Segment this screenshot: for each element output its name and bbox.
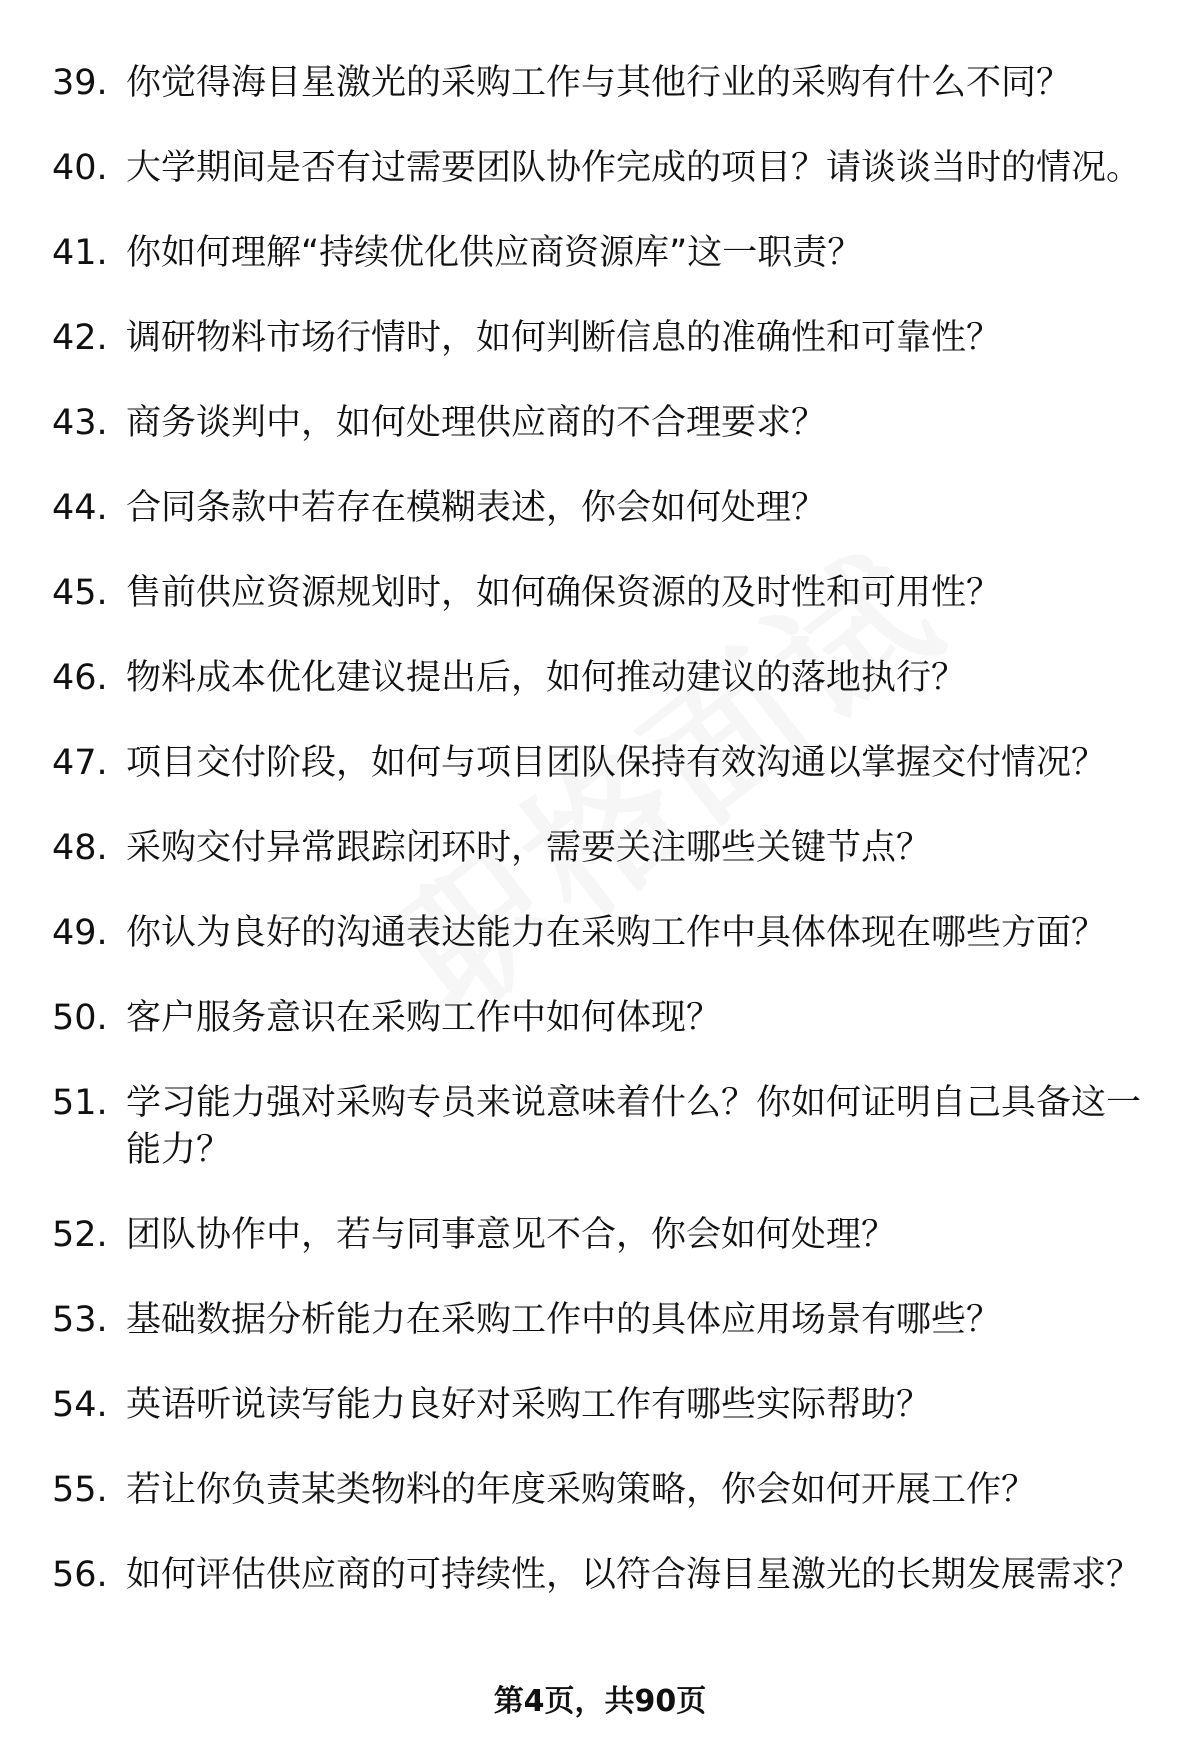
question-number: 40. (52, 148, 108, 188)
list-item (52, 60, 1152, 107)
question-number: 39. (52, 63, 108, 103)
question-text: 合同条款中若存在模糊表述，你会如何处理？ (126, 488, 827, 528)
question-number: 50. (52, 998, 108, 1038)
list-item (52, 825, 1152, 872)
question-text: 英语听说读写能力良好对采购工作有哪些实际帮助？ (126, 1385, 932, 1425)
question-text: 基础数据分析能力在采购工作中的具体应用场景有哪些？ (126, 1300, 1002, 1340)
list-item (52, 315, 1152, 362)
list-item (52, 1467, 1152, 1514)
question-list (52, 60, 1152, 1637)
question-text: 大学期间是否有过需要团队协作完成的项目？请谈谈当时的情况。 (126, 148, 1142, 188)
list-item (52, 1552, 1152, 1599)
question-number: 52. (52, 1215, 108, 1255)
question-number: 49. (52, 913, 108, 953)
question-number: 45. (52, 573, 108, 613)
question-text: 如何评估供应商的可持续性，以符合海目星激光的长期发展需求？ (126, 1555, 1142, 1595)
question-text: 项目交付阶段，如何与项目团队保持有效沟通以掌握交付情况？ (126, 743, 1107, 783)
question-number: 43. (52, 403, 108, 443)
question-number: 53. (52, 1300, 108, 1340)
list-item (52, 1212, 1152, 1259)
list-item (52, 485, 1152, 532)
list-item (52, 145, 1152, 192)
list-item (52, 570, 1152, 617)
question-text: 若让你负责某类物料的年度采购策略，你会如何开展工作？ (126, 1470, 1037, 1510)
list-item (52, 995, 1152, 1042)
question-text: 售前供应资源规划时，如何确保资源的及时性和可用性？ (126, 573, 1002, 613)
question-text: 物料成本优化建议提出后，如何推动建议的落地执行？ (126, 658, 967, 698)
page-footer: 第4页，共90页 (493, 1684, 707, 1719)
question-text: 客户服务意识在采购工作中如何体现？ (126, 998, 722, 1038)
question-number: 47. (52, 743, 108, 783)
list-item (52, 230, 1152, 277)
question-text: 商务谈判中，如何处理供应商的不合理要求？ (126, 403, 827, 443)
question-text: 调研物料市场行情时，如何判断信息的准确性和可靠性？ (126, 318, 1002, 358)
list-item (52, 740, 1152, 787)
question-text: 团队协作中，若与同事意见不合，你会如何处理？ (126, 1215, 897, 1255)
question-text: 学习能力强对采购专员来说意味着什么？你如何证明自己具备这一能力？ (126, 1083, 1142, 1170)
question-number: 56. (52, 1555, 108, 1595)
question-text: 你认为良好的沟通表达能力在采购工作中具体体现在哪些方面？ (126, 913, 1107, 953)
question-text: 你如何理解“持续优化供应商资源库”这一职责？ (126, 233, 863, 273)
question-number: 44. (52, 488, 108, 528)
list-item (52, 655, 1152, 702)
question-number: 46. (52, 658, 108, 698)
question-text: 你觉得海目星激光的采购工作与其他行业的采购有什么不同？ (126, 63, 1072, 103)
list-item (52, 1297, 1152, 1344)
question-number: 54. (52, 1385, 108, 1425)
list-item (52, 400, 1152, 447)
question-number: 42. (52, 318, 108, 358)
question-number: 51. (52, 1083, 108, 1123)
question-number: 55. (52, 1470, 108, 1510)
question-text: 采购交付异常跟踪闭环时，需要关注哪些关键节点？ (126, 828, 932, 868)
list-item (52, 1080, 1152, 1174)
question-number: 41. (52, 233, 108, 273)
list-item (52, 1382, 1152, 1429)
list-item (52, 910, 1152, 957)
question-number: 48. (52, 828, 108, 868)
